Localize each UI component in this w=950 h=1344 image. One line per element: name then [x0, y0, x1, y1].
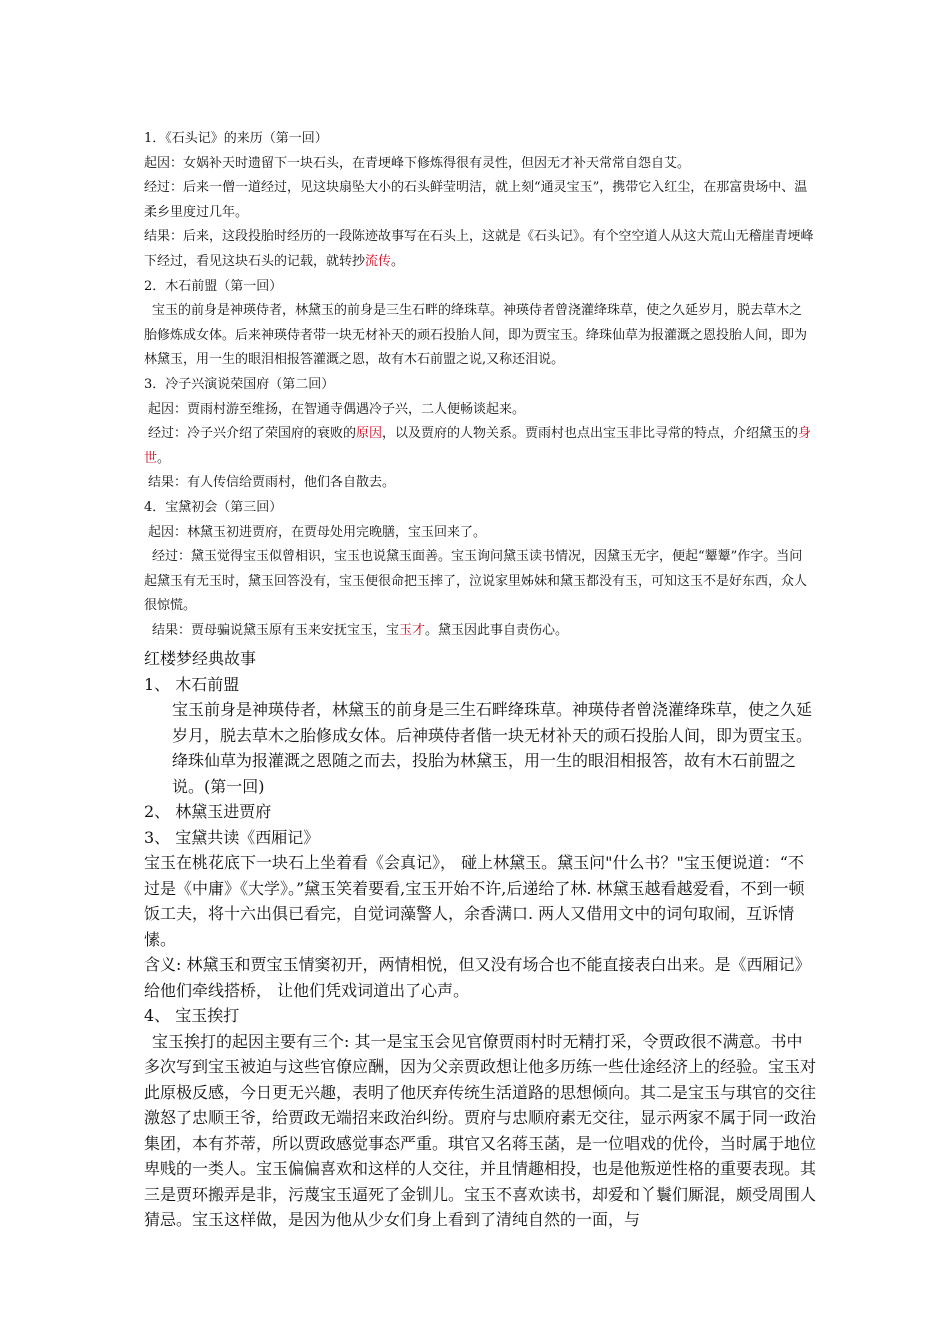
- s1-result-highlight: 流传: [365, 253, 392, 269]
- section-title-1: 1．《石头记》的来历（第一回）: [144, 131, 328, 146]
- s1-process: 经过：后来一僧一道经过，见这块扇坠大小的石头鲜莹明洁，就上刻“通灵宝玉”，携带它入红尘，在那富贵场中、温柔乡里度过几年。: [144, 180, 808, 220]
- s3-result: 结果：有人传信给贾雨村，他们各自散去。: [148, 475, 396, 491]
- s4-result-end: 。黛玉因此事自责伤心。: [425, 622, 569, 638]
- s4-cause: 起因：林黛玉初进贾府，在贾母处用完晚膳，宝玉回来了。: [148, 524, 487, 540]
- s1-result-text: 结果：后来，这段投胎时经历的一段陈迹故事写在石头上，这就是《石头记》。有个空空道人从这大荒山无稽崖青埂峰下经过，看见这块石头的记载，就转抄: [144, 229, 814, 269]
- s1-cause: 起因：女娲补天时遗留下一块石头，在青埂峰下修炼得很有灵性，但因无才补天常常自怨自艾。: [144, 155, 691, 171]
- s3-process-text-a: 经过：冷子兴介绍了荣国府的衰败的: [148, 426, 357, 442]
- s4-result-highlight: 玉才: [399, 622, 426, 638]
- item-1-body: 宝玉前身是神瑛侍者，林黛玉的前身是三生石畔绛珠草。神瑛侍者曾浇灌绛珠草，使之久延岁月，脱去草木之胎修成女体。后神瑛侍者偕一块无材补天的顽石投胎人间，即为贾宝玉。绛珠仙草为报灌溉之恩随之而去，投胎为林黛玉，用一生的眼泪相报答，故有木石前盟之说。(第一回): [172, 700, 813, 796]
- item-4-body: 宝玉挨打的起因主要有三个: 其一是宝玉会见官僚贾雨村时无精打采，令贾政很不满意。书中多次写到宝玉被迫与这些官僚应酬，因为父亲贾政想让他多历练一些仕途经济上的经验。宝玉对此原极反感，今日更无兴趣，表明了他厌弃传统生活道路的思想倾向。其二是宝玉与琪官的交往激怒了忠顺王爷，给贾政无端招来政治纠纷。贾府与忠顺府素无交往，显示两家不属于同一政治集团，本有芥蒂，所以贾政感觉事态严重。琪官又名蒋玉菡，是一位唱戏的优伶，当时属于地位卑贱的一类人。宝玉偏偏喜欢和这样的人交往，并且情趣相投，也是他叛逆性格的重要表现。其三是贾环搬弄是非，污蔑宝玉逼死了金钏儿。宝玉不喜欢读书，却爱和丫鬟们厮混，颇受周围人猜忌。宝玉这样做，是因为他从少女们身上看到了清纯自然的一面，与: [144, 1031, 817, 1229]
- item-2-title: 2、 林黛玉进贾府: [144, 802, 272, 821]
- s3-process: [144, 422, 814, 471]
- section-title-4: 4．宝黛初会（第三回）: [144, 499, 283, 515]
- s1-result-end: 。: [391, 253, 405, 269]
- classic-stories-section: [144, 646, 816, 1233]
- s3-process-text-b: ，以及贾府的人物关系。贾雨村也点出宝玉非比寻常的特点，介绍黛玉的: [382, 426, 799, 442]
- s3-process-end: 。: [157, 450, 171, 466]
- s3-cause: 起因：贾雨村游至维扬，在智通寺偶遇冷子兴，二人便畅谈起来。: [148, 401, 526, 417]
- s3-process-highlight-2: 身世: [144, 426, 812, 466]
- section-heading: 红楼梦经典故事: [144, 649, 257, 668]
- section-title-2: 2．木石前盟（第一回）: [144, 278, 283, 294]
- section-title-3: 3．冷子兴演说荣国府（第二回）: [144, 376, 335, 392]
- item-3-meaning: 含义: 林黛玉和贾宝玉情窦初开，两情相悦，但又没有场合也不能直接表白出来。是《西厢记》给他们牵线搭桥， 让他们凭戏词道出了心声。: [144, 955, 811, 1000]
- s4-process: 经过：黛玉觉得宝玉似曾相识，宝玉也说黛玉面善。宝玉询问黛玉读书情况，因黛玉无字，便起“颦颦”作字。当问起黛玉有无玉时，黛玉回答没有，宝玉便很命把玉摔了，泣说家里姊妹和黛玉都没有玉，可知这玉不是好东西，众人很惊慌。: [144, 549, 808, 614]
- item-3-title: 3、 宝黛共读《西厢记》: [144, 827, 320, 847]
- item-3-body: 宝玉在桃花底下一块石上坐着看《会真记》， 碰上林黛玉。黛玉问"什么书？"宝玉便说道：“不过是《中庸》《大学》。”黛玉笑着要看,宝玉开始不许,后递给了林. 林黛玉越看越爱看，不到一顿饭工夫，将十六出俱已看完，自觉词藻警人，余香满口. 两人又借用文中的词句取闹，互诉情愫。: [144, 853, 805, 949]
- item-4-title: 4、 宝玉挨打: [144, 1006, 240, 1025]
- s4-result-text: 结果：贾母骗说黛玉原有玉来安抚宝玉，宝: [152, 622, 400, 638]
- s4-result: [144, 619, 814, 644]
- item-1-title: 1、 木石前盟: [144, 674, 240, 694]
- summary-section: [144, 127, 814, 643]
- s3-process-highlight-1: 原因: [356, 426, 383, 442]
- s2-body: 宝玉的前身是神瑛侍者，林黛玉的前身是三生石畔的绛珠草。神瑛侍者曾浇灌绛珠草，使之久延岁月，脱去草木之胎修炼成女体。后来神瑛侍者带一块无材补天的顽石投胎人间，即为贾宝玉。绛珠仙草为报灌溉之恩投胎人间，即为林黛玉，用一生的眼泪相报答灌溉之恩，故有木石前盟之说,又称还泪说。: [144, 303, 808, 368]
- s1-result: [144, 225, 814, 274]
